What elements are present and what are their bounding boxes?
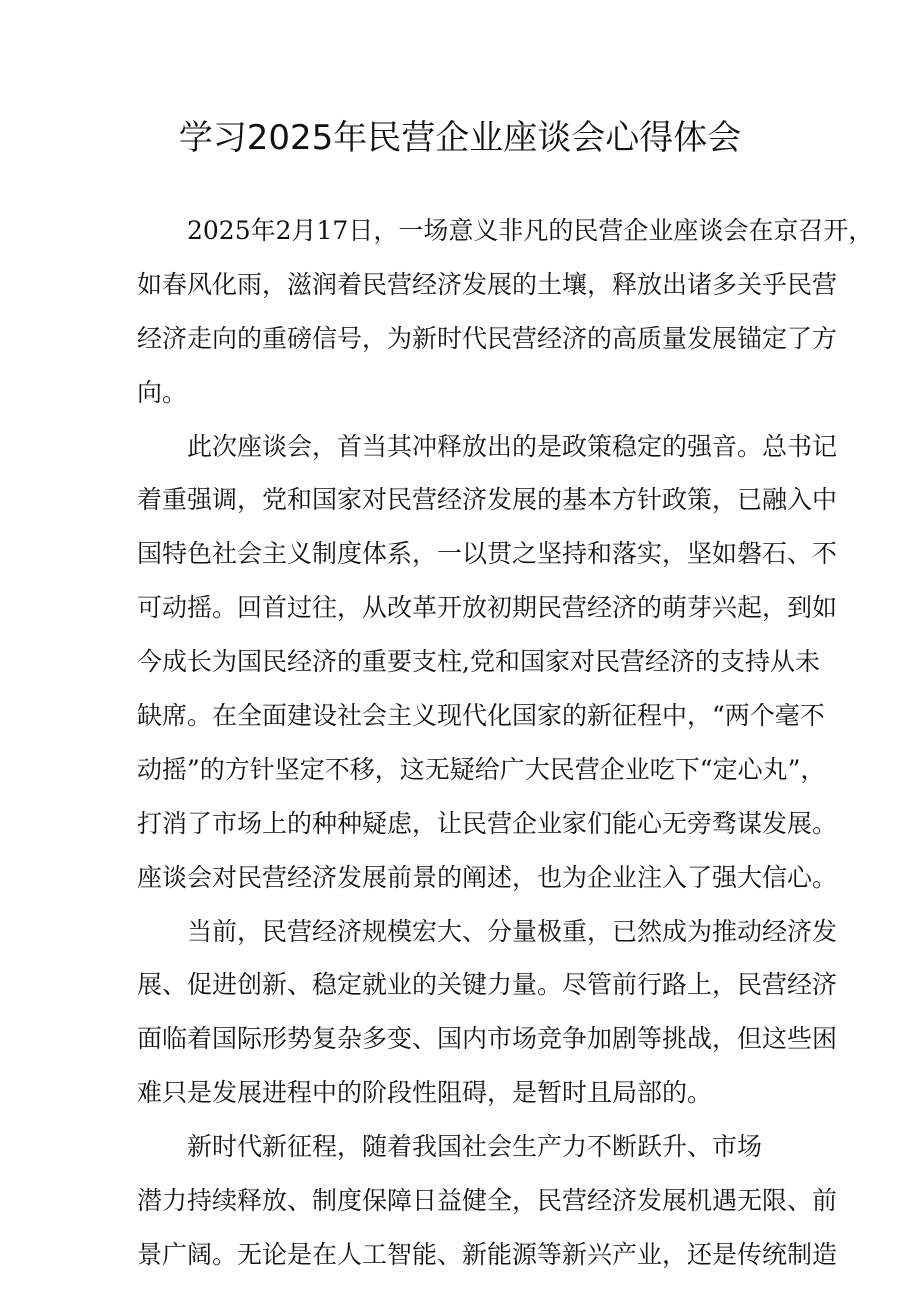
text-line: 打消了市场上的种种疑虑，让民营企业家们能心无旁骛谋发展。	[137, 808, 838, 838]
text-line: 国特色社会主义制度体系，一以贯之坚持和落实，坚如磐石、不	[137, 539, 838, 569]
text-line: 着重强调，党和国家对民营经济发展的基本方针政策，已融入中	[137, 485, 838, 515]
text-line: 动摇”的方针坚定不移，这无疑给广大民营企业吃下“定心丸”，	[137, 754, 826, 784]
text-line: 此次座谈会，首当其冲释放出的是政策稳定的强音。总书记	[187, 431, 838, 461]
document-body	[137, 204, 874, 1282]
text-line: 2025年2月17日，一场意义非凡的民营企业座谈会在京召开，	[187, 216, 874, 245]
text-line: 向。	[137, 377, 188, 407]
text-line: 经济走向的重磅信号，为新时代民营经济的高质量发展锚定了方	[137, 323, 838, 353]
paragraph-4	[137, 1120, 838, 1282]
text-line: 展、促进创新、稳定就业的关键力量。尽管前行路上，民营经济	[137, 970, 838, 1000]
document-title: 学习2025年民营企业座谈会心得体会	[178, 118, 742, 158]
paragraph-1	[137, 204, 874, 420]
paragraph-3	[137, 905, 838, 1121]
text-line: 如春风化雨，滋润着民营经济发展的土壤，释放出诸多关乎民营	[137, 269, 838, 299]
text-line: 难只是发展进程中的阶段性阻碍，是暂时且局部的。	[137, 1078, 713, 1108]
text-line: 新时代新征程，随着我国社会生产力不断跃升、市场	[187, 1132, 763, 1162]
paragraph-2	[137, 420, 838, 905]
text-line: 当前，民营经济规模宏大、分量极重，已然成为推动经济发	[187, 916, 838, 946]
text-line: 缺席。在全面建设社会主义现代化国家的新征程中，“两个毫不	[137, 701, 825, 731]
text-line: 潜力持续释放、制度保障日益健全，民营经济发展机遇无限、前	[137, 1186, 838, 1216]
text-line: 今成长为国民经济的重要支柱,党和国家对民营经济的支持从未	[137, 647, 820, 677]
text-line: 座谈会对民营经济发展前景的阐述，也为企业注入了强大信心。	[137, 862, 838, 892]
text-line: 景广阔。无论是在人工智能、新能源等新兴产业，还是传统制造	[137, 1239, 838, 1269]
text-line: 可动摇。回首过往，从改革开放初期民营经济的萌芽兴起，到如	[137, 593, 838, 623]
text-line: 面临着国际形势复杂多变、国内市场竞争加剧等挑战，但这些困	[137, 1024, 838, 1054]
